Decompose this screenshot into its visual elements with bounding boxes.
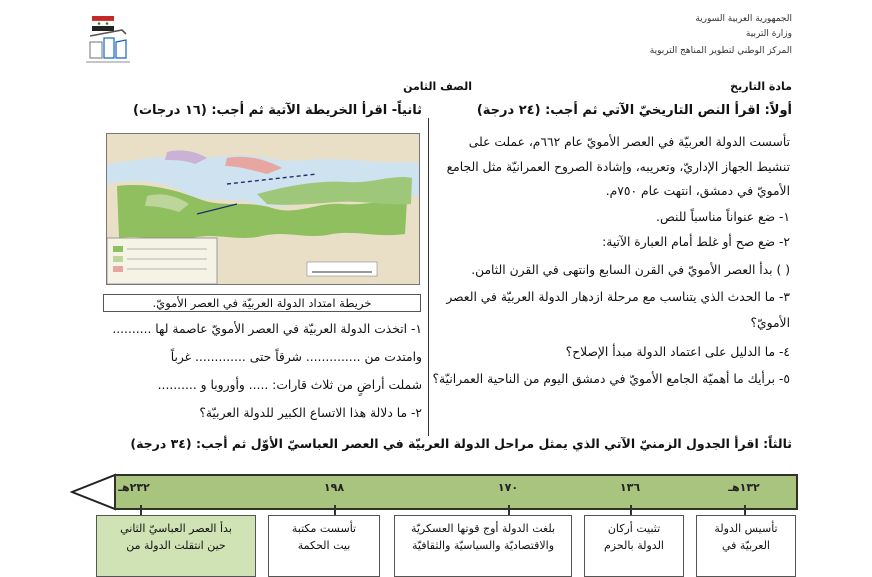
section1-q1: ١- ضع عنواناً مناسباً للنص. [656, 210, 790, 224]
box-1-line-2: العربيّة في [722, 539, 770, 552]
timeline-box-2 [584, 515, 684, 577]
timeline-tick-232: ٢٣٢هـ [118, 481, 150, 494]
timeline-box-4 [268, 515, 380, 577]
box-2-line-2: الدولة بالحزم [604, 539, 664, 552]
section2-q1-c: شملت أراضٍ من ثلاث قارات: ..... وأوروبا و .......... [157, 378, 422, 392]
umayyad-map [106, 133, 420, 285]
box-5-line-2: حين انتقلت الدولة من [126, 539, 226, 552]
ministry-logo [82, 12, 140, 70]
section1-heading: أولاً: اقرأ النص التاريخيّ الآتي ثم أجب: (٢٤ درجة) [476, 103, 792, 118]
section1-para-3: الأمويّ في دمشق، انتهت عام ٧٥٠م. [605, 184, 790, 198]
column-divider [428, 118, 429, 436]
box-3-line-2: والاقتصاديّة والسياسيّة والثقافيّة [411, 539, 555, 552]
timeline-tick-132: ١٣٢هـ [728, 481, 760, 494]
section1-q3-b: الأمويّ؟ [750, 316, 790, 330]
timeline-tick-198: ١٩٨ [323, 481, 345, 494]
connector-4 [334, 505, 336, 515]
timeline-tick-136: ١٣٦ [619, 481, 641, 494]
box-1-line-1: تأسيس الدولة [714, 522, 778, 535]
box-2-line-1: تثبيت أركان [607, 522, 661, 535]
header-ministry: وزارة التربية [745, 29, 792, 39]
section2-q1-a: ١- اتخذت الدولة العربيّة في العصر الأمويّ عاصمة لها .......... [112, 322, 422, 336]
section1-q2-item: ( ) بدأ العصر الأمويّ في القرن السابع وانتهى في القرن الثامن. [471, 263, 790, 277]
timeline-box-3 [394, 515, 572, 577]
section2-q1-b: وامتدت من .............. شرقاً حتى ............. غرباً [170, 350, 422, 364]
box-5-line-1: بدأ العصر العباسيّ الثاني [120, 522, 232, 535]
section1-q4: ٤- ما الدليل على اعتماد الدولة مبدأ الإصلاح؟ [565, 345, 790, 359]
map-caption: خريطة امتداد الدولة العربيّة في العصر الأمويّ. [152, 296, 372, 310]
section2-q2: ٢- ما دلالة هذا الاتساع الكبير للدولة العربيّة؟ [199, 406, 422, 420]
subject-label: مادة التاريخ [730, 80, 792, 93]
header-center: المركز الوطني لتطوير المناهج التربوية [649, 46, 792, 56]
section1-q2: ٢- ضع صح أو غلط أمام العبارة الآتية: [602, 235, 790, 249]
box-4-line-1: تأسست مكتبة [291, 522, 357, 535]
header-republic: الجمهورية العربية السورية [695, 14, 792, 24]
timeline-tick-170: ١٧٠ [497, 481, 519, 494]
connector-2 [630, 505, 632, 515]
timeline-box-5 [96, 515, 256, 577]
connector-3 [508, 505, 510, 515]
timeline [70, 472, 800, 512]
connector-1 [744, 505, 746, 515]
section1-q5: ٥- برأيك ما أهميّة الجامع الأمويّ في دمشق اليوم من الناحية العمرانيّة؟ [432, 372, 790, 386]
section1-q3-a: ٣- ما الحدث الذي يتناسب مع مرحلة ازدهار الدولة العربيّة في العصر [446, 290, 790, 304]
section1-para-2: تنشيط الجهاز الإداريّ، وتعريبه، وإشادة الصروح العمرانيّة مثل الجامع [446, 160, 790, 174]
box-4-line-2: بيت الحكمة [297, 539, 351, 552]
box-3-line-1: بلغت الدولة أوج قوتها العسكريّة [410, 522, 556, 535]
connector-5 [140, 505, 142, 515]
section1-para-1: تأسست الدولة العربيّة في العصر الأمويّ عام ٦٦٢م، عملت على [468, 135, 790, 149]
section3-heading: ثالثاً: اقرأ الجدول الزمنيّ الآتي الذي يمثل مراحل الدولة العربيّة في العصر العباسيّ الأوّل ثم أجب: (٣٤ درجة) [130, 436, 792, 451]
timeline-box-1 [696, 515, 796, 577]
section2-heading: ثانياً- اقرأ الخريطة الآتية ثم أجب: (١٦ درجات) [133, 103, 422, 118]
grade-label: الصف الثامن [403, 80, 472, 93]
map-caption-box [103, 294, 421, 312]
